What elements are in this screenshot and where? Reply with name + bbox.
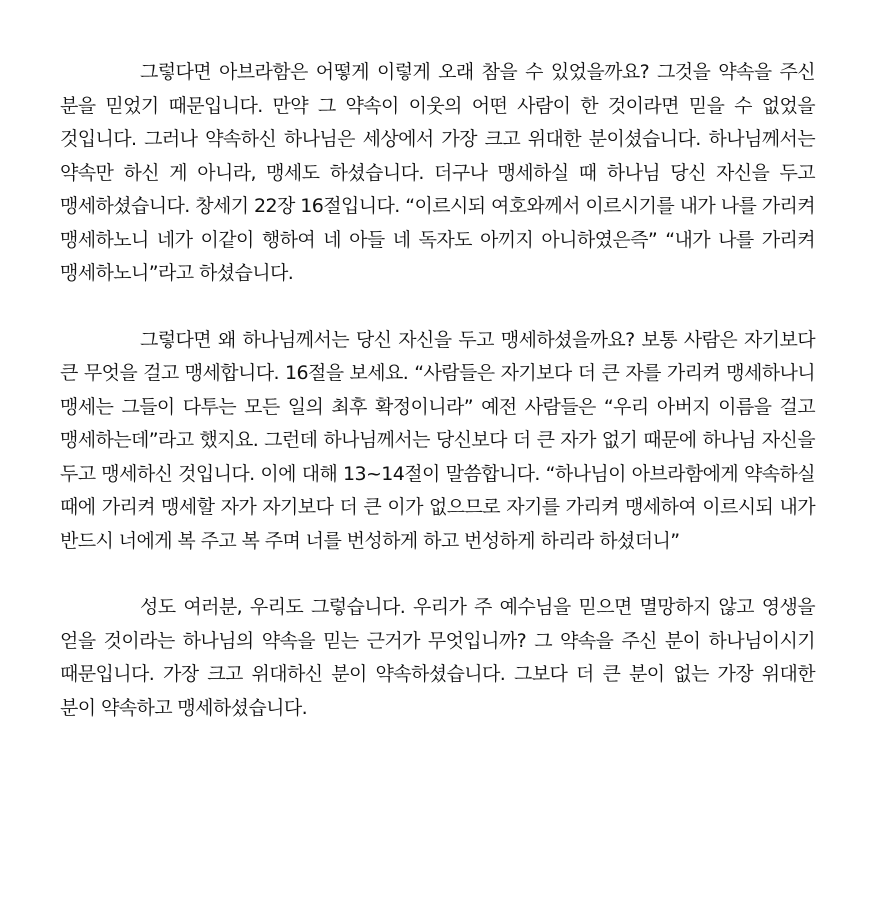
paragraph-1: 그렇다면 아브라함은 어떻게 이렇게 오래 참을 수 있었을까요? 그것을 약속을 주신 분을 믿었기 때문입니다. 만약 그 약속이 이웃의 어떤 사람이 한 것이라면 믿을 수 없었을 것입니다. 그러나 약속하신 하나님은 세상에서 가장 크고 위대한 분이셨습니다. 하나님께서는 약속만 하신 게 아니라, 맹세도 하셨습니다. 더구나 맹세하실 때 하나님 당신 자신을 두고 맹세하셨습니다. 창세기 22장 16절입니다. “이르시되 여호와께서 이르시기를 내가 나를 가리켜 맹세하노니 네가 이같이 행하여 네 아들 네 독자도 아끼지 아니하였은즉” “내가 나를 가리켜 맹세하노니”라고 하셨습니다. [60,61,815,284]
paragraph-3: 성도 여러분, 우리도 그렇습니다. 우리가 주 예수님을 믿으면 멸망하지 않고 영생을 얻을 것이라는 하나님의 약속을 믿는 근거가 무엇입니까? 그 약속을 주신 분이 하나님이시기 때문입니다. 가장 크고 위대하신 분이 약속하셨습니다. 그보다 더 큰 분이 없는 가장 위대한 분이 약속하고 맹세하셨습니다. [60,596,815,719]
paragraph-2: 그렇다면 왜 하나님께서는 당신 자신을 두고 맹세하셨을까요? 보통 사람은 자기보다 큰 무엇을 걸고 맹세합니다. 16절을 보세요. “사람들은 자기보다 더 큰 자를 가리켜 맹세하나니 맹세는 그들이 다투는 모든 일의 최후 확정이니라” 예전 사람들은 “우리 아버지 이름을 걸고 맹세하는데”라고 했지요. 그런데 하나님께서는 당신보다 더 큰 자가 없기 때문에 하나님 자신을 두고 맹세하신 것입니다. 이에 대해 13~14절이 말씀합니다. “하나님이 아브라함에게 약속하실 때에 가리켜 맹세할 자가 자기보다 더 큰 이가 없으므로 자기를 가리켜 맹세하여 이르시되 내가 반드시 너에게 복 주고 복 주며 너를 번성하게 하고 번성하게 하리라 하셨더니” [60,328,815,552]
